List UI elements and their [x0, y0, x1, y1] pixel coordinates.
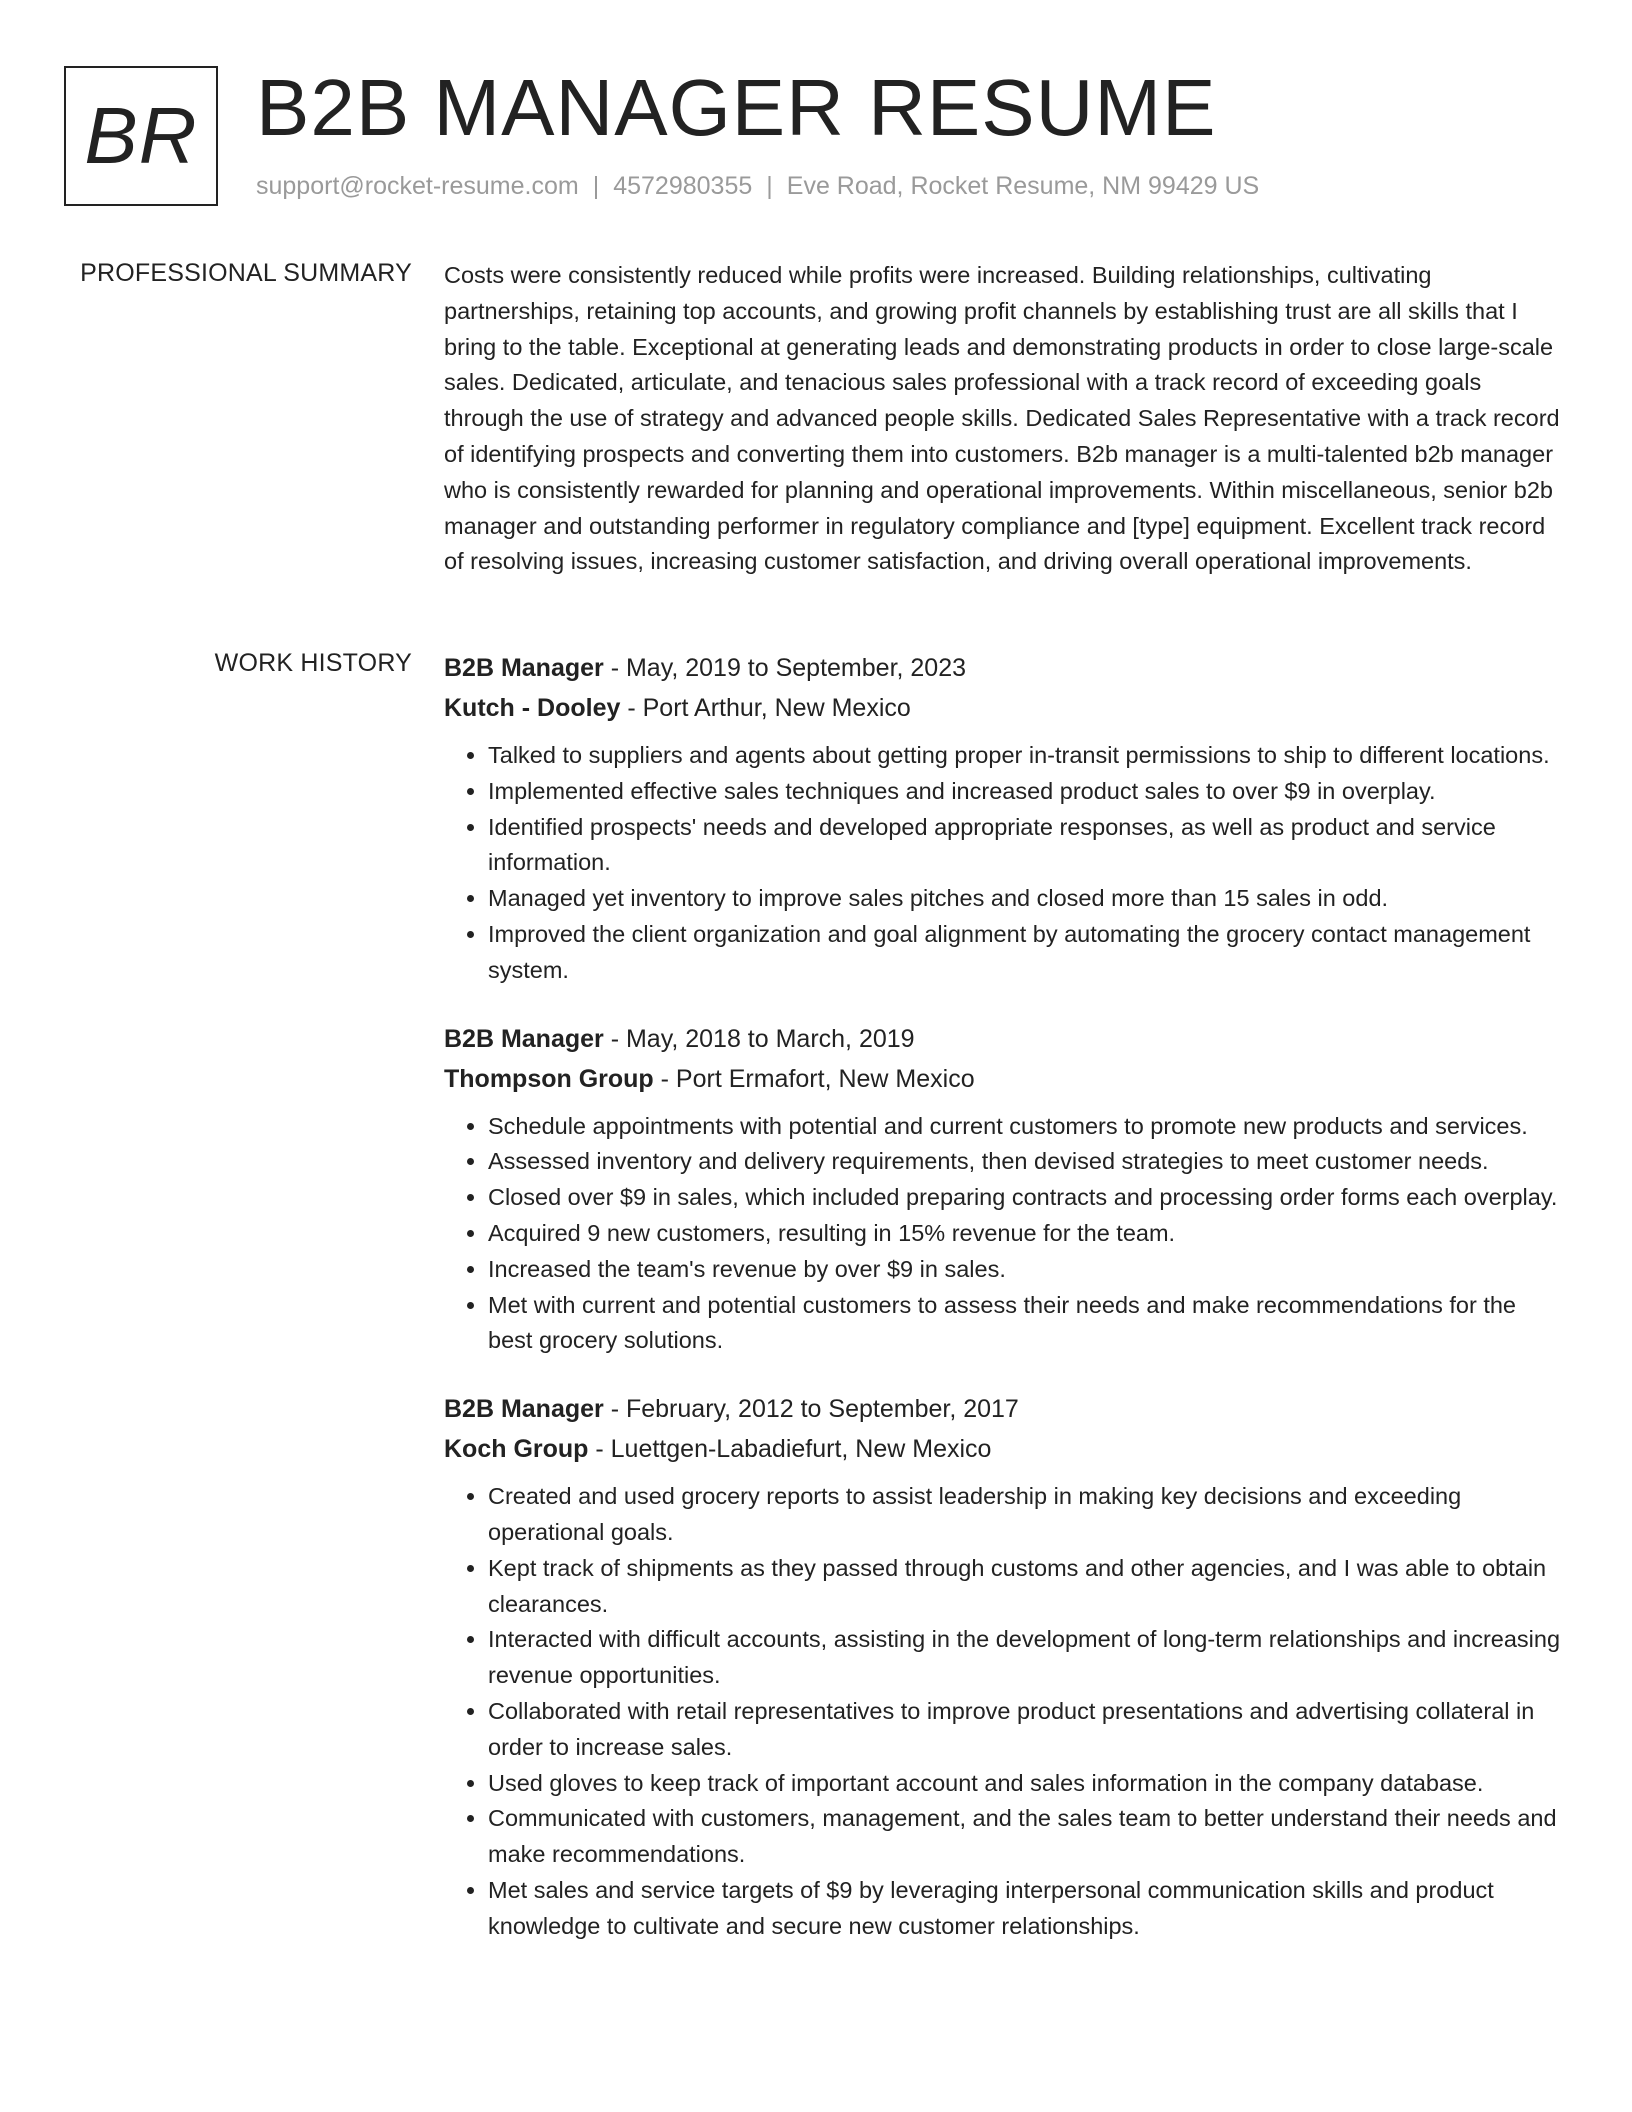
- job-bullet: • Created and used grocery reports to assist leadership in making key decisions and exceeding operational goals.: [488, 1479, 1564, 1551]
- contact-line: [256, 172, 1259, 201]
- job-bullet: • Increased the team's revenue by over $9 in sales.: [488, 1252, 1564, 1288]
- job-company-line: [444, 1429, 1564, 1469]
- job-bullet: • Improved the client organization and goal alignment by automating the grocery contact management system.: [488, 917, 1564, 989]
- job-bullet: • Communicated with customers, management, and the sales team to better understand their needs and make recommendations.: [488, 1801, 1564, 1873]
- job-location: - Luettgen-Labadiefurt, New Mexico: [588, 1435, 992, 1464]
- job-title: B2B Manager: [444, 1395, 604, 1424]
- contact-phone: 4572980355: [613, 172, 753, 200]
- job-title-line: [444, 648, 1564, 688]
- job-company-line: [444, 688, 1564, 728]
- summary-text: Costs were consistently reduced while profits were increased. Building relationships, cultivating partnerships, retaining top accounts, and growing profit channels by establishing trust are all skills that I bring to the table. Exceptional at generating leads and demonstrating products in order to close large-scale sales. Dedicated, articulate, and tenacious sales professional with a track record of exceeding goals through the use of strategy and advanced people skills. Dedicated Sales Representative with a track record of identifying prospects and converting them into customers. B2b manager is a multi-talented b2b manager who is consistently rewarded for planning and operational improvements. Within miscellaneous, senior b2b manager and outstanding performer in regulatory compliance and [type] equipment. Excellent track record of resolving issues, increasing customer satisfaction, and driving overall operational improvements.: [444, 262, 1560, 575]
- work-history-body: [444, 648, 1564, 1975]
- job-entry: [444, 1389, 1564, 1944]
- work-history-heading: WORK HISTORY: [214, 649, 412, 677]
- job-bullet: • Met sales and service targets of $9 by leveraging interpersonal communication skills and product knowledge to cultivate and secure new customer relationships.: [488, 1873, 1564, 1945]
- job-bullet: • Collaborated with retail representatives to improve product presentations and advertising collateral in order to increase sales.: [488, 1694, 1564, 1766]
- monogram-logo: BR: [64, 66, 218, 206]
- job-dates: - February, 2012 to September, 2017: [603, 1395, 1019, 1424]
- job-title: B2B Manager: [444, 654, 604, 682]
- job-location: - Port Ermafort, New Mexico: [653, 1064, 975, 1093]
- job-bullet: • Schedule appointments with potential and current customers to promote new products and services.: [488, 1109, 1564, 1145]
- job-dates: - May, 2018 to March, 2019: [603, 1024, 915, 1053]
- summary-body: [444, 258, 1564, 580]
- job-bullet: • Used gloves to keep track of important account and sales information in the company database.: [488, 1766, 1564, 1802]
- job-bullet: • Met with current and potential customers to assess their needs and make recommendations for the best grocery solutions.: [488, 1288, 1564, 1360]
- job-bullet: • Assessed inventory and delivery requirements, then devised strategies to meet customer needs.: [488, 1144, 1564, 1180]
- job-entry: [444, 648, 1564, 989]
- page-title: B2B MANAGER RESUME: [256, 63, 1217, 152]
- job-bullet: • Closed over $9 in sales, which included preparing contracts and processing order forms each overplay.: [488, 1180, 1564, 1216]
- job-title-line: [444, 1019, 1564, 1059]
- contact-address: Eve Road, Rocket Resume, NM 99429 US: [786, 172, 1260, 200]
- job-title: B2B Manager: [444, 1024, 604, 1053]
- job-bullets: [444, 1479, 1564, 1944]
- contact-separator: |: [766, 172, 773, 200]
- job-bullet: • Identified prospects' needs and developed appropriate responses, as well as product and service information.: [488, 810, 1564, 882]
- job-location: - Port Arthur, New Mexico: [620, 694, 911, 722]
- job-bullets: [444, 738, 1564, 989]
- job-bullet: • Talked to suppliers and agents about getting proper in-transit permissions to ship to different locations.: [488, 738, 1564, 774]
- job-company: Koch Group: [444, 1435, 589, 1464]
- job-bullet: • Kept track of shipments as they passed through customs and other agencies, and I was able to obtain clearances.: [488, 1551, 1564, 1623]
- contact-email: support@rocket-resume.com: [256, 172, 579, 200]
- job-bullet: • Managed yet inventory to improve sales pitches and closed more than 15 sales in odd.: [488, 881, 1564, 917]
- resume-header: [64, 63, 1592, 212]
- job-bullet: • Implemented effective sales techniques and increased product sales to over $9 in overplay.: [488, 774, 1564, 810]
- summary-heading: PROFESSIONAL SUMMARY: [80, 259, 412, 287]
- job-entry: [444, 1019, 1564, 1360]
- job-company-line: [444, 1059, 1564, 1099]
- job-bullet: • Interacted with difficult accounts, assisting in the development of long-term relationships and increasing revenue opportunities.: [488, 1622, 1564, 1694]
- job-company: Thompson Group: [444, 1064, 654, 1093]
- contact-separator: |: [592, 172, 600, 200]
- job-bullets: [444, 1109, 1564, 1360]
- job-company: Kutch - Dooley: [444, 694, 621, 722]
- job-bullet: • Acquired 9 new customers, resulting in 15% revenue for the team.: [488, 1216, 1564, 1252]
- job-dates: - May, 2019 to September, 2023: [603, 654, 967, 682]
- job-title-line: [444, 1389, 1564, 1429]
